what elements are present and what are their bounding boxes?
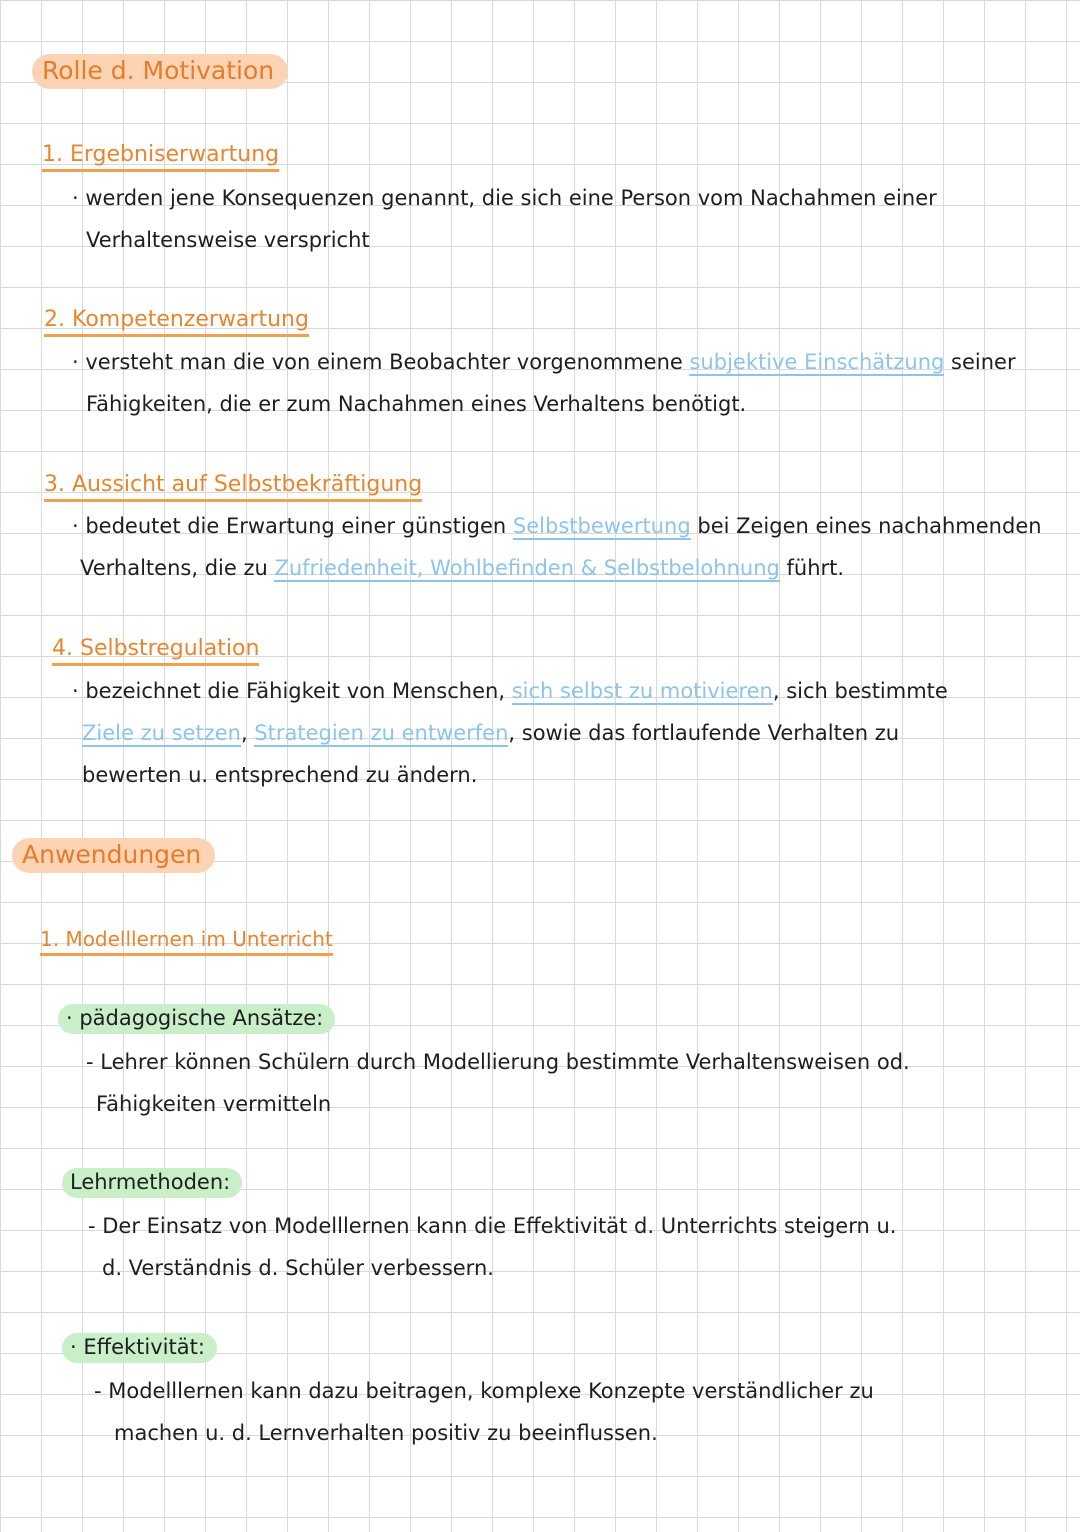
text-line	[82, 719, 899, 747]
heading-kompetenzerwartung: 2. Kompetenzerwartung	[44, 307, 309, 337]
section-title-motivation: Rolle d. Motivation	[32, 54, 288, 89]
label-lehrmethoden: Lehrmethoden:	[62, 1168, 242, 1198]
text-line: Verhaltensweise verspricht	[86, 228, 370, 252]
highlight-term: Ziele zu setzen	[82, 721, 241, 745]
text-segment: ,	[240, 721, 255, 745]
text-line	[72, 677, 948, 705]
heading-selbstregulation: 4. Selbstregulation	[52, 636, 259, 666]
text-segment: bei Zeigen eines nachahmenden	[690, 514, 1042, 538]
text-segment: , sich bestimmte	[772, 679, 948, 703]
highlight-term: Zufriedenheit, Wohlbefinden & Selbstbelohnung	[274, 556, 780, 580]
text-line: - Der Einsatz von Modelllernen kann die Effektivität d. Unterrichts steigern u.	[88, 1214, 897, 1238]
text-line	[72, 348, 1016, 376]
text-line: machen u. d. Lernverhalten positiv zu beeinflussen.	[114, 1421, 658, 1445]
text-line: d. Verständnis d. Schüler verbessern.	[102, 1256, 494, 1280]
text-line	[72, 512, 1042, 540]
text-segment: · versteht man die von einem Beobachter vorgenommene	[72, 350, 690, 374]
text-segment: Verhaltens, die zu	[80, 556, 275, 580]
text-line: bewerten u. entsprechend zu ändern.	[82, 763, 478, 787]
text-line: · werden jene Konsequenzen genannt, die sich eine Person vom Nachahmen einer	[72, 186, 937, 210]
highlight-term: subjektive Einschätzung	[689, 350, 945, 374]
text-line	[80, 554, 844, 582]
label-paedagogische-ansaetze: · pädagogische Ansätze:	[58, 1004, 335, 1034]
text-segment: , sowie das fortlaufende Verhalten zu	[508, 721, 900, 745]
text-segment: seiner	[944, 350, 1016, 374]
text-segment: · bezeichnet die Fähigkeit von Menschen,	[72, 679, 512, 703]
heading-modelllernen-unterricht: 1. Modelllernen im Unterricht	[40, 926, 333, 956]
text-line: - Lehrer können Schülern durch Modellierung bestimmte Verhaltensweisen od.	[86, 1050, 910, 1074]
highlight-term: sich selbst zu motivieren	[511, 679, 773, 703]
label-effektivitaet: · Effektivität:	[62, 1333, 217, 1363]
text-segment: · bedeutet die Erwartung einer günstigen	[72, 514, 513, 538]
heading-ergebniserwartung: 1. Ergebniserwartung	[42, 142, 279, 172]
text-segment: führt.	[779, 556, 845, 580]
heading-selbstbekraeftigung: 3. Aussicht auf Selbstbekräftigung	[44, 472, 422, 502]
section-title-anwendungen: Anwendungen	[12, 838, 215, 873]
text-line: Fähigkeiten, die er zum Nachahmen eines Verhaltens benötigt.	[86, 392, 747, 416]
text-line: Fähigkeiten vermitteln	[96, 1092, 332, 1116]
highlight-term: Selbstbewertung	[512, 514, 691, 538]
highlight-term: Strategien zu entwerfen	[254, 721, 509, 745]
text-line: - Modelllernen kann dazu beitragen, komplexe Konzepte verständlicher zu	[94, 1379, 874, 1403]
